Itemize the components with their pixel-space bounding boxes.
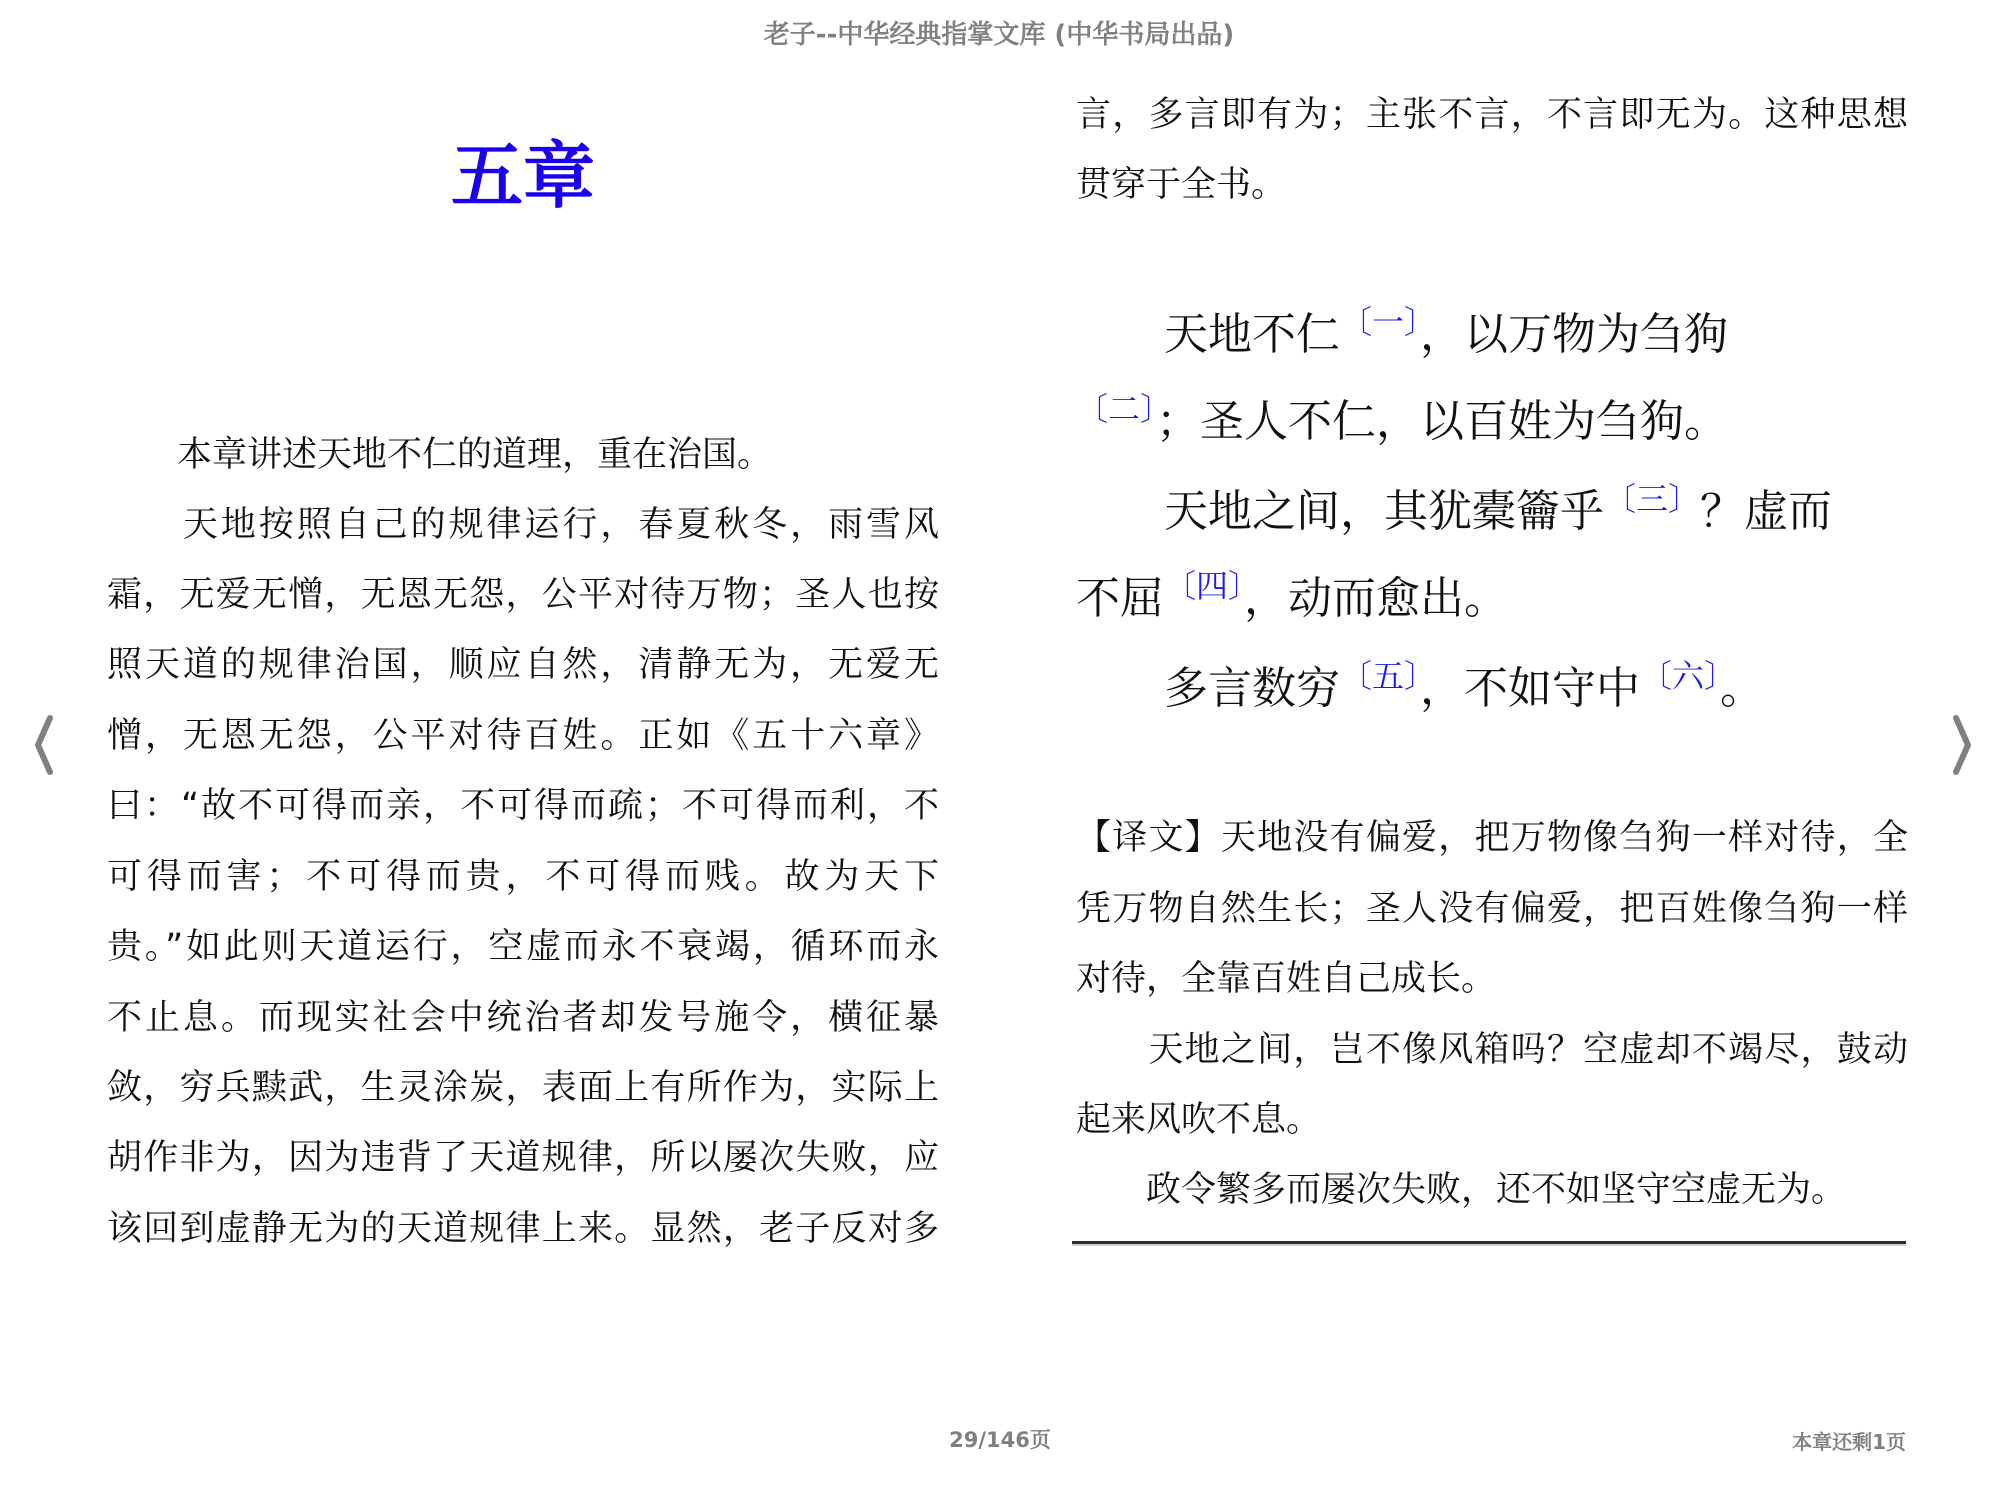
original-text: 天地之间，其犹橐籥乎 [1120, 486, 1604, 537]
original-text-line [1076, 378, 1728, 466]
page-indicator: 29/146页 [949, 1428, 1051, 1452]
next-page-button[interactable] [1942, 710, 1982, 780]
footnote-marker-3[interactable]: 〔三〕 [1604, 480, 1701, 518]
chevron-right-icon [1942, 710, 1982, 780]
translation-line: 政令繁多而屡次失败，还不如坚守空虚无为。 [1076, 1170, 1847, 1210]
text-line: 敛，穷兵黩武，生灵涂炭，表面上有所作为，实际上 [107, 1068, 939, 1108]
text-line: 天地按照自己的规律运行，春夏秋冬，雨雪风 [107, 505, 939, 545]
original-text-line [1120, 645, 1764, 733]
original-text-line [1076, 555, 1508, 643]
text-line: 贵。”如此则天道运行，空虚而永不衰竭，循环而永 [107, 927, 939, 967]
text-line: 言，多言即有为；主张不言，不言即无为。这种思想 [1076, 95, 1908, 135]
original-text-line [1120, 291, 1728, 379]
text-line: 曰：“故不可得而亲，不可得而疏；不可得而利，不 [107, 786, 939, 826]
translation-line: 起来风吹不息。 [1076, 1100, 1322, 1140]
footnote-marker-5[interactable]: 〔五〕 [1340, 657, 1421, 695]
translation-line: 凭万物自然生长；圣人没有偏爱，把百姓像刍狗一样 [1076, 889, 1908, 929]
footnote-marker-2[interactable]: 〔二〕 [1076, 390, 1157, 428]
chapter-remaining: 本章还剩1页 [1792, 1430, 1906, 1454]
text-line: 胡作非为，因为违背了天道规律，所以屡次失败，应 [107, 1138, 939, 1178]
original-text: ？虚而 [1700, 486, 1833, 537]
chapter-title: 五章 [450, 134, 595, 218]
footnote-marker-1[interactable]: 〔一〕 [1340, 303, 1421, 341]
text-line: 可得而害；不可得而贵，不可得而贱。故为天下 [107, 857, 939, 897]
original-text: 。 [1720, 663, 1765, 714]
original-text: 不屈 [1076, 573, 1164, 624]
translation-line: 天地之间，岂不像风箱吗？空虚却不竭尽，鼓动 [1076, 1030, 1908, 1070]
translation-line: 对待，全靠百姓自己成长。 [1076, 959, 1497, 999]
original-text-line [1120, 468, 1832, 556]
footnote-marker-6[interactable]: 〔六〕 [1640, 657, 1721, 695]
original-text: ，不如守中 [1420, 663, 1641, 714]
footnote-marker-4[interactable]: 〔四〕 [1164, 567, 1245, 605]
text-line: 不止息。而现实社会中统治者却发号施令，横征暴 [107, 998, 939, 1038]
prev-page-button[interactable] [24, 710, 64, 780]
text-line: 贯穿于全书。 [1076, 165, 1287, 205]
text-line: 憎，无恩无怨，公平对待百姓。正如《五十六章》 [107, 716, 939, 756]
book-title: 老子--中华经典指掌文库 (中华书局出品) [763, 20, 1235, 50]
text-line: 霜，无爱无憎，无恩无怨，公平对待万物；圣人也按 [107, 575, 939, 615]
section-divider [1072, 1241, 1906, 1244]
original-text: ；圣人不仁，以百姓为刍狗。 [1156, 396, 1729, 447]
text-line: 该回到虚静无为的天道规律上来。显然，老子反对多 [107, 1209, 939, 1249]
original-text: 多言数穷 [1120, 663, 1340, 714]
text-line: 本章讲述天地不仁的道理，重在治国。 [107, 435, 773, 475]
translation-line: 【译文】天地没有偏爱，把万物像刍狗一样对待，全 [1076, 818, 1908, 858]
original-text: ，动而愈出。 [1244, 573, 1509, 624]
text-line: 照天道的规律治国，顺应自然，清静无为，无爱无 [107, 645, 939, 685]
original-text: ，以万物为刍狗 [1420, 309, 1729, 360]
chevron-left-icon [24, 710, 64, 780]
original-text: 天地不仁 [1120, 309, 1340, 360]
